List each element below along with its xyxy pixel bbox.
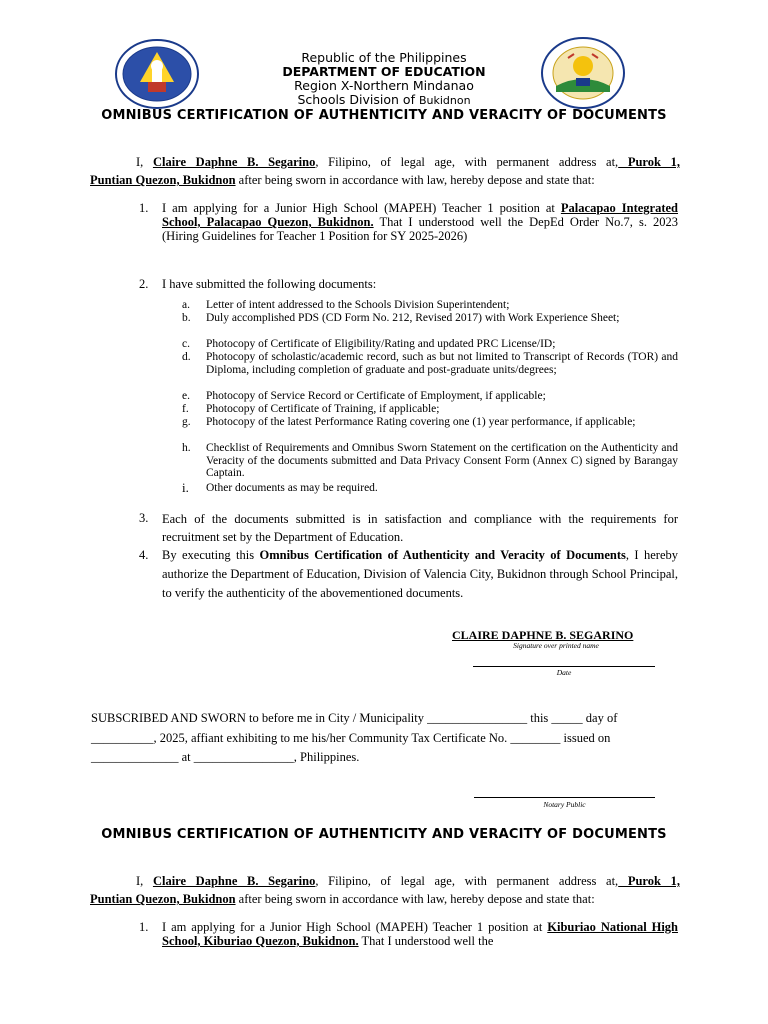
sworn-statement — [91, 709, 681, 768]
item1-school: Palacapao Integrated School, Palacapao Quezon, Bukidnon. — [162, 201, 678, 229]
doc-letter: i. — [182, 480, 189, 495]
doc-item-h — [182, 442, 678, 480]
header-division-name: Bukidnon — [418, 94, 471, 107]
header-division-label: Schools Division of — [297, 92, 419, 107]
intro-end: after being sworn in accordance with law, hereby depose and state that: — [235, 173, 595, 187]
sworn-line-1: SUBSCRIBED AND SWORN to before me in City / Municipality ________________ this _____ day of — [91, 711, 618, 725]
item3-text: Each of the documents submitted is in satisfaction and compliance with the requirements for recruitment set by the Department of Education. — [162, 512, 678, 544]
sworn-line-2: __________, 2025, affiant exhibiting to me his/her Community Tax Certificate No. ________ issued on — [91, 730, 611, 745]
signature-caption: Signature over printed name — [513, 641, 599, 650]
doc-item-b — [182, 312, 678, 325]
date-caption: Date — [556, 668, 572, 677]
doc-letter: d. — [182, 351, 191, 363]
doc-item-d — [182, 351, 678, 376]
item4-text-a: By executing this — [162, 548, 260, 562]
notary-line — [474, 797, 655, 798]
item1-text — [162, 201, 678, 243]
doc-letter: c. — [182, 338, 190, 350]
doc-letter: e. — [182, 390, 190, 402]
section1-title: OMNIBUS CERTIFICATION OF AUTHENTICITY AND VERACITY OF DOCUMENTS — [101, 108, 667, 123]
item4-number: 4. — [139, 548, 149, 562]
doc-text: Photocopy of Certificate of Eligibility/Rating and updated PRC License/ID; — [206, 338, 556, 350]
intro-name: Claire Daphne B. Segarino — [152, 874, 316, 888]
date-line — [473, 666, 655, 667]
item4-text-b: , I hereby authorize the Department of Education, Division of Valencia City, Bukidnon through School Principal, to verify the authenticity of the abovementioned documents. — [162, 548, 678, 600]
item1-text-a: I am applying for a Junior High School (MAPEH) Teacher 1 position at — [162, 201, 561, 215]
doc-text: Checklist of Requirements and Omnibus Sworn Statement on the certification on the Authenticity and Veracity of the documents submitted and Data Privacy Consent Form (Annex C) signed by Barangay Captain. — [206, 442, 678, 479]
item4-text — [162, 546, 678, 603]
sworn-line-3: ______________ at ________________, Philippines. — [91, 750, 360, 764]
doc-text: Photocopy of Certificate of Training, if applicable; — [206, 403, 440, 415]
item3-number: 3. — [139, 511, 149, 525]
intro-address-2: Puntian Quezon, Bukidnon — [90, 892, 236, 906]
item1-text-b: That I understood well the DepEd Order No.7, s. 2023 (Hiring Guidelines for Teacher 1 Position for SY 2025-2026) — [162, 215, 679, 243]
doc-item-c — [182, 338, 678, 351]
s2-item1-school: Kiburiao National High School, Kiburiao Quezon, Bukidnon. — [162, 920, 678, 948]
section2-title: OMNIBUS CERTIFICATION OF AUTHENTICITY AND VERACITY OF DOCUMENTS — [101, 827, 667, 842]
header-division — [0, 93, 768, 109]
doc-letter: a. — [182, 299, 190, 311]
s2-item1-text-b: That I understood well the — [358, 934, 494, 948]
doc-letter: g. — [182, 416, 191, 428]
s2-item1-text-a: I am applying for a Junior High School (MAPEH) Teacher 1 position at — [162, 920, 548, 934]
intro-i: I, — [136, 155, 153, 169]
doc-text: Photocopy of scholastic/academic record, such as but not limited to Transcript of Records (TOR) and Diploma, including completion of graduate and post-graduate units/degrees; — [206, 351, 678, 376]
doc-text: Letter of intent addressed to the Schools Division Superintendent; — [206, 299, 510, 311]
doc-item-a — [182, 299, 678, 312]
doc-letter: h. — [182, 442, 191, 454]
intro-i: I, — [136, 874, 153, 888]
notary-caption: Notary Public — [543, 800, 586, 809]
item4-bold: Omnibus Certification of Authenticity and Veracity of Documents — [259, 548, 626, 562]
item2-number: 2. — [139, 277, 149, 291]
section1-intro — [90, 154, 680, 189]
section2-intro — [90, 873, 680, 908]
signature-name: CLAIRE DAPHNE B. SEGARINO — [452, 628, 634, 642]
intro-mid: , Filipino, of legal age, with permanent address at, — [315, 874, 619, 888]
doc-text: Other documents as may be required. — [206, 482, 378, 494]
doc-letter: b. — [182, 312, 191, 324]
doc-letter: f. — [182, 403, 189, 415]
header-republic: Republic of the Philippines — [301, 50, 467, 65]
doc-item-g — [182, 416, 678, 429]
doc-item-e — [182, 390, 678, 403]
intro-address-2: Puntian Quezon, Bukidnon — [90, 173, 236, 187]
item1-number: 1. — [139, 201, 149, 215]
s2-item1-text — [162, 920, 678, 948]
s2-item1-number: 1. — [139, 920, 149, 934]
doc-text: Photocopy of the latest Performance Rating covering one (1) year performance, if applicable; — [206, 416, 636, 428]
doc-text: Photocopy of Service Record or Certificate of Employment, if applicable; — [206, 390, 546, 402]
intro-address-1: Purok 1, — [618, 155, 680, 169]
intro-end: after being sworn in accordance with law, hereby depose and state that: — [235, 892, 595, 906]
doc-text: Duly accomplished PDS (CD Form No. 212, Revised 2017) with Work Experience Sheet; — [206, 312, 620, 324]
header-department: DEPARTMENT OF EDUCATION — [282, 64, 486, 79]
intro-name: Claire Daphne B. Segarino — [152, 155, 316, 169]
doc-item-f — [182, 403, 678, 416]
doc-item-i — [182, 482, 678, 495]
intro-address-1: Purok 1, — [618, 874, 680, 888]
intro-mid: , Filipino, of legal age, with permanent address at, — [315, 155, 619, 169]
item2-text: I have submitted the following documents: — [162, 277, 377, 291]
header-region: Region X-Northern Mindanao — [294, 78, 474, 93]
